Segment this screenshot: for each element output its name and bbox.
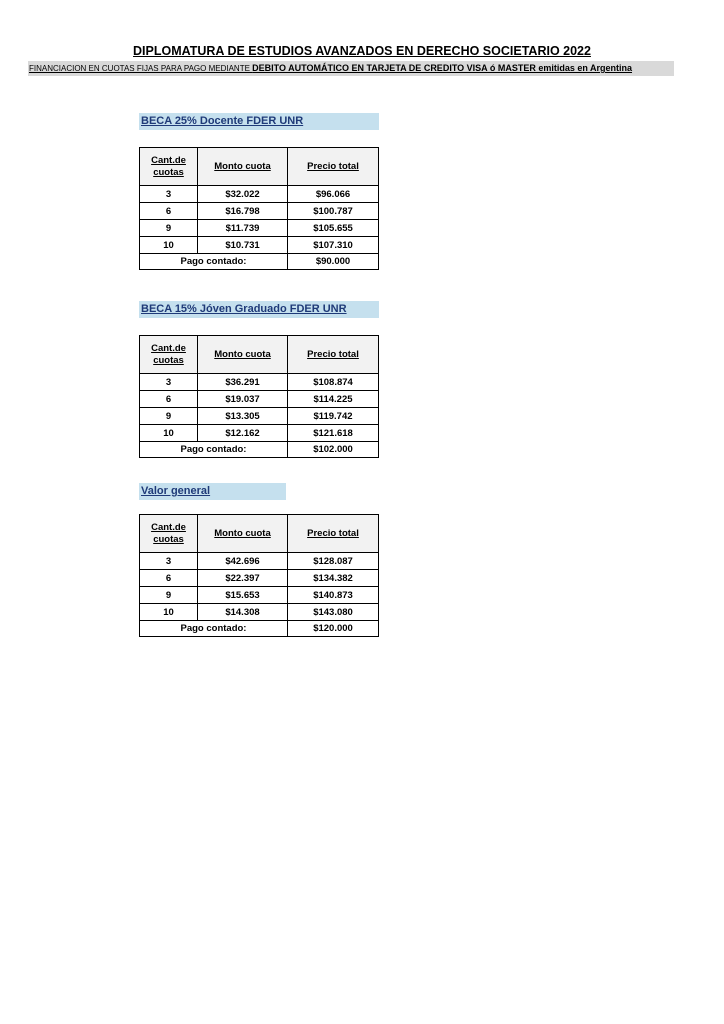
cell-qty: 9: [140, 408, 198, 425]
table-row: [140, 587, 379, 604]
contado-label: Pago contado:: [140, 442, 288, 458]
cell-cuota: $11.739: [198, 220, 288, 237]
section-label-valor-general: Valor general: [139, 483, 286, 500]
cell-total: $108.874: [288, 374, 379, 391]
subtitle-bold-text: DEBITO AUTOMÁTICO EN TARJETA DE CREDITO VISA ó MASTER emitidas en Argentina: [252, 63, 633, 73]
table-row: [140, 604, 379, 621]
cell-cuota: $15.653: [198, 587, 288, 604]
header-cuota: Monto cuota: [198, 336, 288, 374]
cell-qty: 10: [140, 237, 198, 254]
header-cuota: Monto cuota: [198, 515, 288, 553]
cell-cuota: $16.798: [198, 203, 288, 220]
cell-qty: 10: [140, 604, 198, 621]
table-row: [140, 374, 379, 391]
cell-cuota: $13.305: [198, 408, 288, 425]
cell-qty: 10: [140, 425, 198, 442]
cell-total: $119.742: [288, 408, 379, 425]
cell-qty: 3: [140, 186, 198, 203]
cell-total: $143.080: [288, 604, 379, 621]
table-row: [140, 186, 379, 203]
cell-cuota: $19.037: [198, 391, 288, 408]
table-header-row: [140, 515, 379, 553]
section-label-beca-25: BECA 25% Docente FDER UNR: [139, 113, 379, 130]
header-total: Precio total: [288, 515, 379, 553]
table-row: [140, 391, 379, 408]
cell-qty: 3: [140, 374, 198, 391]
cell-qty: 6: [140, 570, 198, 587]
table-row: [140, 570, 379, 587]
header-qty: Cant.de cuotas: [140, 336, 198, 374]
table-row: [140, 220, 379, 237]
pricing-table-beca-25: [139, 147, 379, 270]
cell-total: $140.873: [288, 587, 379, 604]
cell-cuota: $32.022: [198, 186, 288, 203]
cell-total: $100.787: [288, 203, 379, 220]
header-qty: Cant.de cuotas: [140, 515, 198, 553]
cell-cuota: $14.308: [198, 604, 288, 621]
contado-value: $102.000: [288, 442, 379, 458]
table-header-row: [140, 148, 379, 186]
contado-value: $90.000: [288, 254, 379, 270]
header-qty: Cant.de cuotas: [140, 148, 198, 186]
cell-total: $96.066: [288, 186, 379, 203]
table-row: [140, 425, 379, 442]
contado-label: Pago contado:: [140, 254, 288, 270]
contado-row: [140, 621, 379, 637]
document-title: DIPLOMATURA DE ESTUDIOS AVANZADOS EN DERECHO SOCIETARIO 2022: [133, 44, 591, 58]
contado-row: [140, 254, 379, 270]
cell-cuota: $42.696: [198, 553, 288, 570]
contado-row: [140, 442, 379, 458]
cell-qty: 9: [140, 220, 198, 237]
table-row: [140, 203, 379, 220]
subtitle-normal-text: FINANCIACION EN CUOTAS FIJAS PARA PAGO MEDIANTE: [29, 64, 253, 73]
cell-total: $128.087: [288, 553, 379, 570]
cell-total: $105.655: [288, 220, 379, 237]
contado-label: Pago contado:: [140, 621, 288, 637]
contado-value: $120.000: [288, 621, 379, 637]
cell-qty: 6: [140, 203, 198, 220]
pricing-table-valor-general: [139, 514, 379, 637]
cell-cuota: $22.397: [198, 570, 288, 587]
pricing-table-beca-15: [139, 335, 379, 458]
cell-cuota: $36.291: [198, 374, 288, 391]
cell-total: $114.225: [288, 391, 379, 408]
cell-total: $107.310: [288, 237, 379, 254]
table-row: [140, 553, 379, 570]
section-label-beca-15: BECA 15% Jóven Graduado FDER UNR: [139, 301, 379, 318]
cell-total: $121.618: [288, 425, 379, 442]
header-total: Precio total: [288, 148, 379, 186]
table-header-row: [140, 336, 379, 374]
cell-qty: 9: [140, 587, 198, 604]
table-row: [140, 237, 379, 254]
header-cuota: Monto cuota: [198, 148, 288, 186]
financing-subtitle: [28, 61, 674, 76]
cell-qty: 6: [140, 391, 198, 408]
header-total: Precio total: [288, 336, 379, 374]
cell-total: $134.382: [288, 570, 379, 587]
cell-cuota: $10.731: [198, 237, 288, 254]
cell-qty: 3: [140, 553, 198, 570]
table-row: [140, 408, 379, 425]
cell-cuota: $12.162: [198, 425, 288, 442]
